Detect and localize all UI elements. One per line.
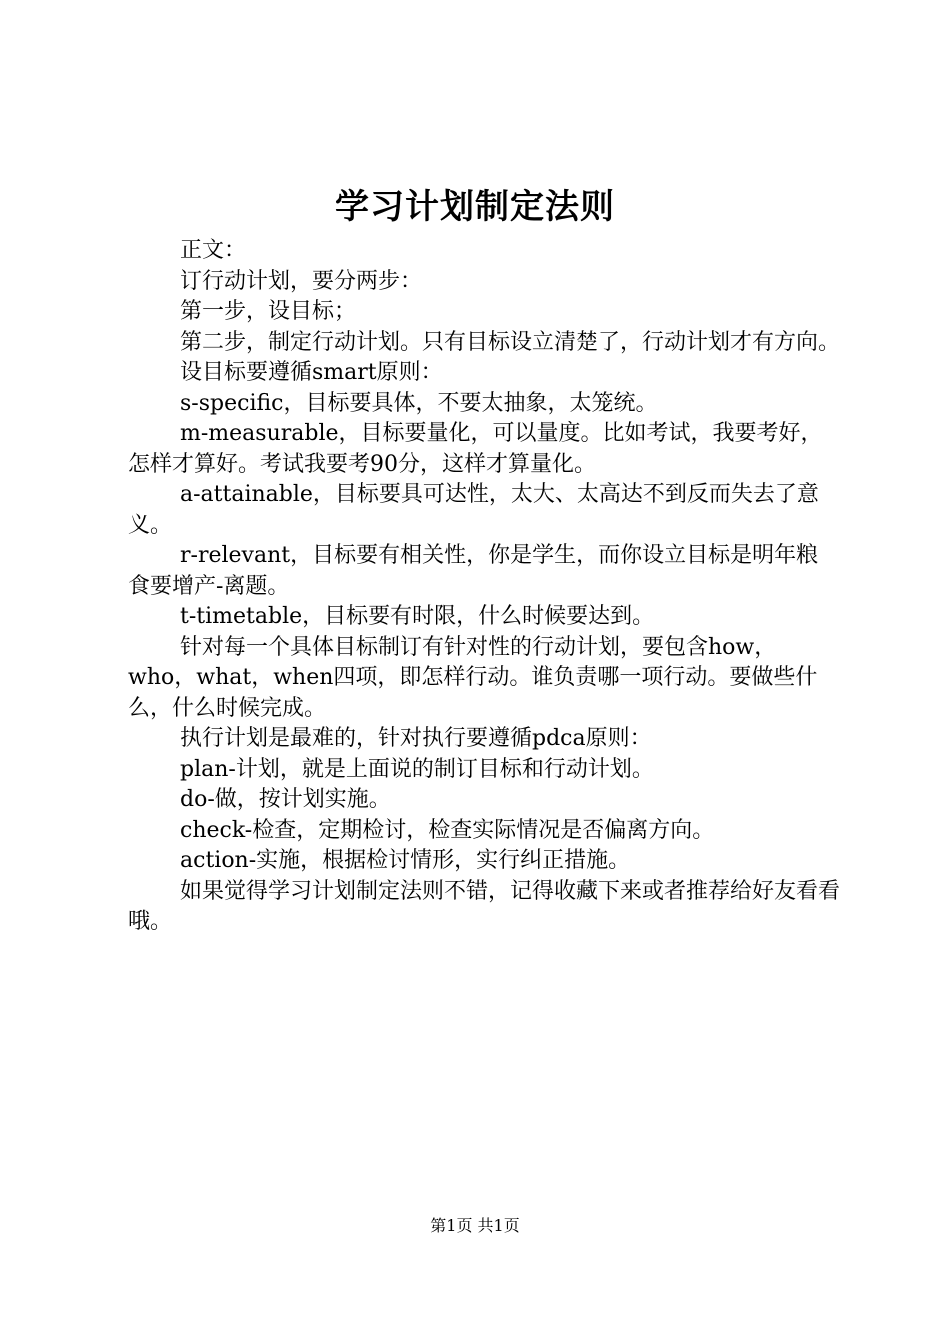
paragraph: a-attainable，目标要具可达性，太大、太高达不到反而失去了意义。 (128, 482, 819, 538)
paragraph: 正文： (180, 238, 247, 263)
paragraph: s-specific，目标要具体，不要太抽象，太笼统。 (180, 390, 658, 416)
paragraph: 执行计划是最难的，针对执行要遵循pdca原则： (180, 726, 652, 751)
paragraph: 第一步，设目标； (180, 299, 357, 324)
paragraph: action-实施，根据检讨情形，实行纠正措施。 (180, 848, 631, 873)
paragraph: m-measurable，目标要量化，可以量度。比如考试，我要考好，怎样才算好。考试我要考90分，这样才算量化。 (128, 421, 823, 477)
paragraph: 订行动计划，要分两步： (180, 268, 423, 294)
paragraph: 针对每一个具体目标制订有针对性的行动计划，要包含how，who，what，when四项，即怎样行动。谁负责哪一项行动。要做些什么，什么时候完成。 (128, 634, 818, 721)
paragraph: do-做，按计划实施。 (180, 787, 391, 812)
paragraph: 设目标要遵循smart原则： (180, 360, 443, 385)
paragraph: t-timetable，目标要有时限，什么时候要达到。 (180, 604, 655, 629)
paragraph: 第二步，制定行动计划。只有目标设立清楚了，行动计划才有方向。 (180, 329, 841, 355)
document-title: 学习计划制定法则 (335, 187, 615, 227)
document-body (128, 236, 840, 938)
paragraph: 如果觉得学习计划制定法则不错，记得收藏下来或者推荐给好友看看哦。 (128, 878, 841, 934)
paragraph: r-relevant，目标要有相关性，你是学生，而你设立目标是明年粮食要增产-离题。 (128, 543, 819, 599)
page-footer: 第1页 共1页 (430, 1216, 520, 1235)
paragraph: check-检查，定期检讨，检查实际情况是否偏离方向。 (180, 817, 715, 843)
paragraph: plan-计划，就是上面说的制订目标和行动计划。 (180, 756, 654, 782)
